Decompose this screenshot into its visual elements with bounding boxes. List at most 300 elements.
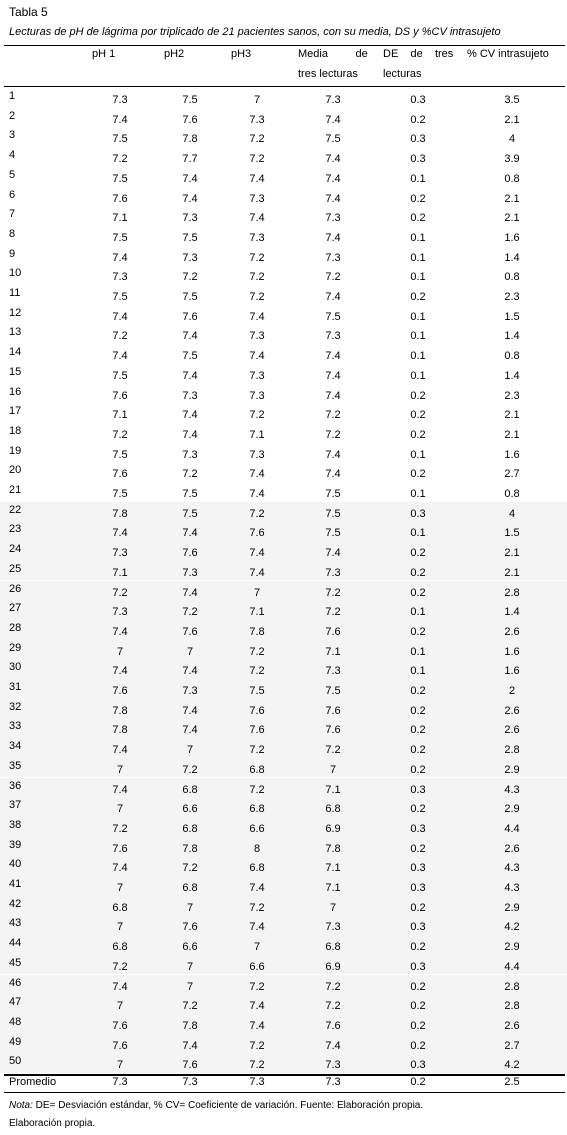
table-row <box>0 896 567 916</box>
cell-cv: 1.4 <box>504 330 520 343</box>
table-row <box>0 738 567 758</box>
cell-id: 6 <box>9 188 16 201</box>
cell-ph1: 7.4 <box>112 310 128 323</box>
cell-id: 19 <box>9 444 22 457</box>
cell-cv: 2.8 <box>504 980 520 993</box>
cell-de: 0.1 <box>410 172 426 185</box>
cell-de: 0.1 <box>410 448 426 461</box>
cell-media: 7.1 <box>325 783 341 796</box>
cell-cv: 1.5 <box>504 527 520 540</box>
cell-ph1: 7.2 <box>112 822 128 835</box>
cell-cv: 4.2 <box>504 1059 520 1072</box>
cell-ph2: 6.6 <box>182 941 198 954</box>
cell-de: 0.2 <box>410 704 426 717</box>
cell-de: 0.1 <box>410 488 426 500</box>
cell-de: 0.3 <box>410 94 426 106</box>
cell-ph3: 7.6 <box>249 527 265 540</box>
cell-cv: 0.8 <box>504 350 520 363</box>
table-row <box>0 265 567 285</box>
cell-ph2: 7.6 <box>182 625 198 638</box>
cell-de: 0.3 <box>410 862 426 875</box>
cell-ph1: 7.8 <box>112 704 128 717</box>
table-row <box>0 975 567 995</box>
cell-ph1: 7.6 <box>112 842 128 855</box>
cell-cv: 1.4 <box>504 369 520 382</box>
cell-de: 0.3 <box>410 921 426 934</box>
cell-ph3: 6.8 <box>249 763 265 776</box>
cell-cv: 2.6 <box>504 724 520 737</box>
cell-media: 7 <box>329 901 337 914</box>
cell-media: 7.4 <box>325 153 341 166</box>
table-row <box>0 384 567 404</box>
table-row <box>0 699 567 719</box>
cell-media: 7.3 <box>325 566 341 579</box>
cell-ph2: 7.4 <box>182 330 198 343</box>
cell-cv: 2.6 <box>504 842 520 855</box>
cell-ph2: 7.4 <box>182 724 198 737</box>
cell-ph3: 7.2 <box>249 133 265 146</box>
cell-id: 29 <box>9 641 22 654</box>
footer-ph3: 7.3 <box>249 1076 265 1088</box>
cell-ph1: 7.5 <box>112 133 128 146</box>
cell-de: 0.1 <box>410 251 426 264</box>
cell-media: 7.4 <box>325 291 341 303</box>
table-row <box>0 226 567 246</box>
cell-id: 22 <box>9 503 22 516</box>
cell-de: 0.2 <box>410 212 426 225</box>
cell-id: 50 <box>9 1055 22 1068</box>
cell-cv: 2.8 <box>504 586 520 599</box>
table-header <box>0 46 567 86</box>
cell-cv: 4 <box>508 133 516 146</box>
table-row <box>0 797 567 817</box>
cell-cv: 1.4 <box>504 251 520 264</box>
cell-ph1: 7.5 <box>112 369 128 382</box>
table-row <box>0 167 567 187</box>
cell-cv: 2.6 <box>504 625 520 638</box>
table-row <box>0 876 567 896</box>
cell-ph2: 7.2 <box>182 1000 198 1013</box>
cell-media: 7.8 <box>325 842 341 855</box>
header-media-line2: tres lecturas <box>298 68 358 80</box>
cell-ph3: 7.3 <box>249 113 265 126</box>
cell-cv: 1.6 <box>504 231 520 244</box>
cell-ph1: 7.1 <box>112 409 128 422</box>
cell-id: 39 <box>9 838 22 851</box>
cell-ph3: 7.1 <box>249 428 265 441</box>
cell-ph1: 7.4 <box>112 350 128 363</box>
cell-media: 7.6 <box>325 1019 341 1032</box>
cell-de: 0.2 <box>410 389 426 402</box>
cell-ph3: 6.6 <box>249 822 265 835</box>
cell-ph2: 7.4 <box>182 665 198 678</box>
cell-cv: 4.3 <box>504 783 520 796</box>
cell-ph1: 7.6 <box>112 685 128 697</box>
cell-id: 35 <box>9 759 22 772</box>
cell-cv: 4.3 <box>504 882 520 894</box>
cell-ph2: 7.4 <box>182 409 198 422</box>
cell-id: 46 <box>9 976 22 989</box>
table-row <box>0 817 567 837</box>
table-label: Tabla 5 <box>9 5 48 19</box>
table-row <box>0 856 567 876</box>
cell-ph1: 7.4 <box>112 625 128 638</box>
cell-ph3: 7.4 <box>249 468 265 481</box>
cell-id: 13 <box>9 326 22 339</box>
cell-ph2: 7.5 <box>182 488 198 500</box>
cell-cv: 4.2 <box>504 921 520 934</box>
cell-ph2: 7.4 <box>182 527 198 540</box>
cell-media: 7.2 <box>325 409 341 422</box>
cell-ph1: 7 <box>116 1000 124 1013</box>
table-row <box>0 718 567 738</box>
cell-media: 7.2 <box>325 606 341 619</box>
cell-cv: 2.1 <box>504 192 520 205</box>
cell-de: 0.1 <box>410 606 426 619</box>
cell-de: 0.2 <box>410 1019 426 1032</box>
cell-ph1: 7.2 <box>112 330 128 343</box>
cell-media: 6.9 <box>325 822 341 835</box>
cell-ph3: 7.6 <box>249 724 265 737</box>
cell-ph1: 7.2 <box>112 153 128 166</box>
cell-ph2: 7.3 <box>182 389 198 402</box>
cell-ph1: 7.4 <box>112 113 128 126</box>
cell-de: 0.3 <box>410 133 426 146</box>
cell-cv: 4.4 <box>504 822 520 835</box>
cell-id: 37 <box>9 799 22 812</box>
cell-ph2: 7.4 <box>182 369 198 382</box>
cell-ph1: 7.6 <box>112 1019 128 1032</box>
cell-ph1: 7.5 <box>112 172 128 185</box>
cell-cv: 2.1 <box>504 547 520 560</box>
cell-ph3: 7.2 <box>249 507 265 520</box>
cell-de: 0.3 <box>410 153 426 166</box>
cell-id: 16 <box>9 385 22 398</box>
cell-media: 7 <box>329 763 337 776</box>
cell-ph2: 7.6 <box>182 547 198 560</box>
cell-ph1: 7.1 <box>112 566 128 579</box>
cell-cv: 2.9 <box>504 941 520 954</box>
cell-ph3: 7.2 <box>249 251 265 264</box>
cell-ph1: 7.6 <box>112 192 128 205</box>
cell-id: 30 <box>9 661 22 674</box>
cell-ph1: 7.8 <box>112 724 128 737</box>
cell-media: 7.1 <box>325 882 341 894</box>
cell-id: 34 <box>9 740 22 753</box>
header-ph3: pH3 <box>231 48 252 60</box>
cell-ph1: 7.5 <box>112 448 128 461</box>
cell-cv: 2.6 <box>504 704 520 717</box>
cell-ph2: 7.5 <box>182 231 198 244</box>
cell-id: 36 <box>9 779 22 792</box>
cell-ph1: 7.8 <box>112 507 128 520</box>
cell-id: 2 <box>9 109 16 122</box>
cell-cv: 3.9 <box>504 153 520 166</box>
cell-cv: 4.4 <box>504 960 520 973</box>
cell-ph2: 7.2 <box>182 606 198 619</box>
cell-cv: 2 <box>508 685 516 697</box>
cell-de: 0.2 <box>410 803 426 816</box>
cell-ph2: 7.3 <box>182 448 198 461</box>
cell-ph2: 7.6 <box>182 113 198 126</box>
cell-cv: 4 <box>508 507 516 520</box>
footer-cv: 2.5 <box>504 1076 520 1088</box>
cell-de: 0.2 <box>410 941 426 954</box>
cell-ph1: 7.6 <box>112 389 128 402</box>
cell-media: 7.5 <box>325 685 341 697</box>
cell-media: 7.5 <box>325 310 341 323</box>
cell-de: 0.2 <box>410 744 426 757</box>
cell-cv: 3.5 <box>504 94 520 106</box>
cell-id: 41 <box>9 878 22 890</box>
cell-ph1: 7.2 <box>112 428 128 441</box>
cell-media: 7.1 <box>325 862 341 875</box>
cell-id: 43 <box>9 917 22 930</box>
cell-ph2: 7.2 <box>182 862 198 875</box>
cell-media: 7.3 <box>325 330 341 343</box>
cell-media: 7.5 <box>325 507 341 520</box>
cell-ph2: 7.3 <box>182 566 198 579</box>
cell-de: 0.3 <box>410 960 426 973</box>
cell-de: 0.1 <box>410 271 426 284</box>
footer-bottom-rule <box>4 1092 565 1093</box>
table-row <box>0 561 567 581</box>
cell-de: 0.2 <box>410 566 426 579</box>
cell-media: 7.6 <box>325 724 341 737</box>
cell-ph2: 6.8 <box>182 783 198 796</box>
table-row <box>0 206 567 226</box>
cell-ph3: 7 <box>253 586 261 599</box>
cell-id: 47 <box>9 996 22 1009</box>
cell-ph1: 7 <box>116 763 124 776</box>
cell-id: 45 <box>9 956 22 969</box>
cell-ph2: 7.8 <box>182 133 198 146</box>
cell-media: 7.3 <box>325 665 341 678</box>
cell-ph1: 7.6 <box>112 468 128 481</box>
table-row <box>0 246 567 266</box>
cell-cv: 2.1 <box>504 428 520 441</box>
cell-id: 27 <box>9 602 22 615</box>
cell-media: 7.6 <box>325 704 341 717</box>
cell-ph3: 6.8 <box>249 862 265 875</box>
note-text: DE= Desviación estándar, % CV= Coeficiente de variación. Fuente: Elaboración propia. <box>32 1100 424 1111</box>
cell-ph3: 7.2 <box>249 665 265 678</box>
table-row <box>0 915 567 935</box>
cell-ph3: 7.3 <box>249 369 265 382</box>
cell-ph1: 6.8 <box>112 941 128 954</box>
cell-ph3: 7.6 <box>249 704 265 717</box>
cell-ph2: 7.7 <box>182 153 198 166</box>
cell-ph1: 7 <box>116 803 124 816</box>
cell-id: 15 <box>9 365 22 378</box>
cell-id: 24 <box>9 543 22 556</box>
cell-ph2: 7.4 <box>182 172 198 185</box>
cell-de: 0.1 <box>410 231 426 244</box>
cell-de: 0.3 <box>410 507 426 520</box>
cell-ph1: 7 <box>116 1059 124 1072</box>
cell-ph2: 7 <box>186 645 194 658</box>
cell-ph3: 7.2 <box>249 1039 265 1052</box>
cell-ph3: 7.3 <box>249 231 265 244</box>
cell-ph3: 7.2 <box>249 783 265 796</box>
cell-id: 7 <box>9 208 16 221</box>
table-row <box>0 482 567 502</box>
cell-de: 0.2 <box>410 409 426 422</box>
cell-de: 0.2 <box>410 763 426 776</box>
cell-cv: 0.8 <box>504 172 520 185</box>
cell-id: 10 <box>9 267 22 280</box>
cell-cv: 2.3 <box>504 389 520 402</box>
cell-ph3: 7.4 <box>249 310 265 323</box>
cell-ph1: 7 <box>116 645 124 658</box>
cell-ph3: 8 <box>253 842 261 855</box>
table-row <box>0 600 567 620</box>
cell-ph2: 7.6 <box>182 310 198 323</box>
cell-cv: 2.9 <box>504 901 520 914</box>
footer-ph1: 7.3 <box>112 1076 128 1088</box>
cell-ph2: 7.5 <box>182 291 198 303</box>
cell-ph2: 7.2 <box>182 271 198 284</box>
cell-media: 7.1 <box>325 645 341 658</box>
cell-cv: 1.5 <box>504 310 520 323</box>
cell-media: 7.4 <box>325 1039 341 1052</box>
cell-ph1: 6.8 <box>112 901 128 914</box>
cell-ph3: 7.4 <box>249 1019 265 1032</box>
table-row <box>0 837 567 857</box>
cell-id: 20 <box>9 464 22 477</box>
table-footer-row <box>0 1075 567 1092</box>
cell-id: 3 <box>9 129 16 142</box>
cell-media: 7.3 <box>325 212 341 225</box>
cell-media: 7.4 <box>325 547 341 560</box>
cell-media: 7.4 <box>325 231 341 244</box>
table-row <box>0 679 567 699</box>
header-cv: % CV intrasujeto <box>467 48 549 60</box>
table-row <box>0 758 567 778</box>
cell-ph1: 7.4 <box>112 527 128 540</box>
cell-de: 0.2 <box>410 192 426 205</box>
cell-de: 0.1 <box>410 665 426 678</box>
table-row <box>0 521 567 541</box>
cell-ph2: 6.6 <box>182 803 198 816</box>
cell-id: 8 <box>9 227 16 240</box>
note-line-2: Elaboración propia. <box>9 1118 96 1129</box>
cell-media: 7.5 <box>325 527 341 540</box>
cell-de: 0.3 <box>410 1059 426 1072</box>
cell-id: 25 <box>9 562 22 575</box>
cell-media: 7.5 <box>325 488 341 500</box>
cell-id: 48 <box>9 1015 22 1028</box>
cell-ph2: 7.4 <box>182 704 198 717</box>
table-row <box>0 935 567 955</box>
cell-ph1: 7.4 <box>112 744 128 757</box>
cell-ph1: 7.5 <box>112 291 128 303</box>
cell-de: 0.2 <box>410 980 426 993</box>
cell-ph2: 7.3 <box>182 685 198 697</box>
cell-cv: 2.9 <box>504 803 520 816</box>
cell-de: 0.3 <box>410 882 426 894</box>
table-row <box>0 1034 567 1054</box>
cell-media: 7.3 <box>325 251 341 264</box>
footer-label: Promedio <box>9 1076 57 1088</box>
table-row <box>0 364 567 384</box>
header-de-line2: lecturas <box>383 68 422 80</box>
cell-cv: 1.6 <box>504 665 520 678</box>
cell-cv: 2.6 <box>504 1019 520 1032</box>
cell-ph3: 7 <box>253 94 261 106</box>
cell-ph2: 7.5 <box>182 94 198 106</box>
table-row <box>0 324 567 344</box>
cell-de: 0.1 <box>410 527 426 540</box>
cell-id: 12 <box>9 306 22 319</box>
cell-media: 7.4 <box>325 369 341 382</box>
cell-media: 7.2 <box>325 744 341 757</box>
cell-de: 0.2 <box>410 291 426 303</box>
cell-ph2: 7.4 <box>182 192 198 205</box>
cell-media: 6.9 <box>325 960 341 973</box>
cell-cv: 2.8 <box>504 744 520 757</box>
cell-ph2: 7 <box>186 980 194 993</box>
cell-cv: 2.1 <box>504 409 520 422</box>
header-ph1: pH 1 <box>92 48 116 60</box>
cell-cv: 2.3 <box>504 291 520 303</box>
cell-ph2: 7 <box>186 960 194 973</box>
cell-media: 7.2 <box>325 428 341 441</box>
table-row <box>0 955 567 975</box>
cell-ph1: 7.3 <box>112 271 128 284</box>
cell-ph1: 7.4 <box>112 665 128 678</box>
cell-ph3: 7 <box>253 941 261 954</box>
cell-ph2: 7.6 <box>182 921 198 934</box>
footer-de: 0.2 <box>410 1076 426 1088</box>
cell-ph1: 7.4 <box>112 251 128 264</box>
table-row <box>0 344 567 364</box>
cell-id: 31 <box>9 681 22 693</box>
cell-ph3: 7.2 <box>249 153 265 166</box>
cell-ph3: 7.4 <box>249 350 265 363</box>
cell-ph3: 7.2 <box>249 980 265 993</box>
cell-media: 7.4 <box>325 192 341 205</box>
cell-ph3: 7.3 <box>249 448 265 461</box>
cell-cv: 2.8 <box>504 1000 520 1013</box>
table-row <box>0 620 567 640</box>
cell-ph3: 7.2 <box>249 291 265 303</box>
cell-de: 0.2 <box>410 428 426 441</box>
cell-de: 0.1 <box>410 645 426 658</box>
cell-cv: 2.1 <box>504 113 520 126</box>
table-row <box>0 581 567 601</box>
cell-ph1: 7.5 <box>112 231 128 244</box>
table-note <box>9 1097 423 1133</box>
cell-cv: 1.6 <box>504 448 520 461</box>
cell-cv: 2.1 <box>504 212 520 225</box>
cell-ph1: 7.4 <box>112 783 128 796</box>
cell-de: 0.2 <box>410 724 426 737</box>
cell-ph3: 7.3 <box>249 330 265 343</box>
cell-media: 7.4 <box>325 448 341 461</box>
cell-ph1: 7.1 <box>112 212 128 225</box>
cell-ph3: 7.4 <box>249 566 265 579</box>
cell-cv: 2.1 <box>504 566 520 579</box>
cell-ph3: 7.2 <box>249 271 265 284</box>
cell-ph3: 7.8 <box>249 625 265 638</box>
cell-ph2: 7.2 <box>182 763 198 776</box>
cell-media: 7.4 <box>325 389 341 402</box>
table-row <box>0 127 567 147</box>
cell-media: 7.2 <box>325 1000 341 1013</box>
cell-id: 23 <box>9 523 22 536</box>
cell-ph3: 7.3 <box>249 389 265 402</box>
